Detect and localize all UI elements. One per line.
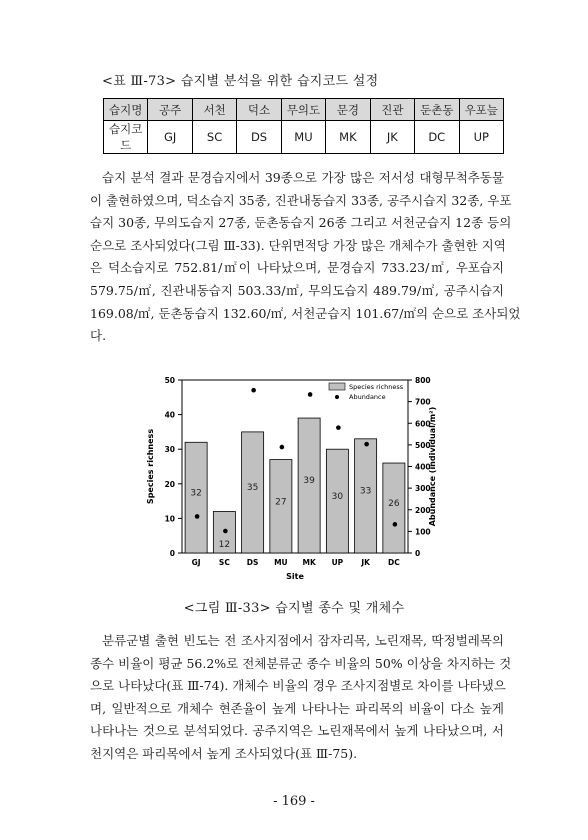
abundance-point	[308, 392, 313, 397]
bar-data-label: 12	[218, 540, 231, 550]
abundance-point	[280, 445, 285, 450]
table-cell: MU	[281, 121, 325, 154]
species-abundance-chart	[140, 370, 440, 590]
bar-data-label: 26	[388, 499, 400, 510]
paragraph-line: 순으로 조사되었다(그림 Ⅲ-33). 단위면적당 가장 많은 개체수가 출현한 지역	[90, 237, 506, 253]
wetland-code-table	[103, 98, 504, 154]
bar-data-label: 32	[190, 488, 202, 499]
table-cell: JK	[370, 121, 414, 154]
bar-data-label: 39	[303, 475, 315, 486]
x-tick-label: DS	[246, 558, 259, 567]
table-header-cell: 습지명	[104, 99, 148, 121]
right-tick-label: 300	[415, 484, 431, 494]
bar-data-label: 35	[246, 483, 259, 494]
paragraph-line: 다.	[90, 328, 107, 344]
x-tick-label: JK	[361, 558, 370, 567]
right-tick-label: 800	[415, 376, 431, 385]
paragraph-line: 며, 일반적으로 개체수 현존율이 높게 나타나는 파리목의 비율이 다소 높게	[90, 700, 504, 716]
abundance-point	[336, 425, 341, 430]
bar-data-label: 27	[275, 497, 287, 508]
right-tick-label: 0	[415, 549, 421, 558]
right-tick-label: 400	[415, 462, 431, 472]
table-cell: 습지코드	[104, 121, 148, 154]
table-header-cell: 문경	[326, 99, 370, 121]
abundance-point	[364, 442, 369, 447]
legend-bar-swatch	[329, 383, 345, 390]
table-caption: <표 Ⅲ-73> 습지별 분석을 위한 습지코드 설정	[102, 74, 379, 89]
left-tick-label: 20	[164, 479, 175, 489]
table-header-cell: 우포늪	[459, 99, 504, 121]
paragraph-line: 169.08/㎡, 둔촌동습지 132.60/㎡, 서천군습지 101.67/㎡의 순으로 조사되었	[90, 305, 521, 321]
legend-label: Species richness	[349, 383, 404, 391]
table-row	[104, 121, 504, 154]
left-tick-label: 30	[164, 445, 175, 455]
page-number: - 169 -	[273, 794, 315, 809]
abundance-point	[223, 529, 228, 534]
abundance-point	[393, 522, 398, 527]
table-cell: UP	[459, 121, 504, 154]
left-tick-label: 10	[164, 514, 175, 524]
table-header-cell: 둔촌동	[415, 99, 459, 121]
body-paragraph	[90, 630, 512, 766]
x-axis-title: Site	[286, 572, 304, 581]
table-cell: DC	[415, 121, 459, 154]
table-cell: GJ	[148, 121, 192, 154]
abundance-point	[251, 388, 256, 393]
table-cell: MK	[326, 121, 370, 154]
right-tick-label: 200	[415, 505, 431, 515]
table-header-cell: 공주	[148, 99, 192, 121]
left-tick-label: 0	[169, 549, 175, 558]
paragraph-line: 579.75/㎡, 진관내동습지 503.33/㎡, 무의도습지 489.79/㎡, 공주시습지	[90, 282, 504, 298]
table-header-cell: 서천	[192, 99, 236, 121]
figure-caption: <그림 Ⅲ-33> 습지별 종수 및 개체수	[183, 601, 405, 616]
x-tick-label: MK	[302, 558, 316, 567]
table-header-cell: 덕소	[237, 99, 281, 121]
x-tick-label: GJ	[191, 558, 201, 567]
table-cell: SC	[192, 121, 236, 154]
paragraph-line: 분류군별 출현 빈도는 전 조사지점에서 잠자리목, 노린재목, 딱정벌레목의	[102, 633, 504, 648]
abundance-point	[195, 514, 200, 519]
paragraph-line: 나타나는 것으로 분석되었다. 공주지역은 노린재목에서 높게 나타났으며, 서	[90, 723, 504, 739]
bar-series	[185, 418, 405, 553]
x-tick-label: UP	[331, 558, 344, 567]
legend-label: Abundance	[349, 393, 386, 401]
bar-data-label: 33	[359, 486, 372, 497]
legend-point-swatch	[335, 395, 339, 399]
left-tick-label: 50	[164, 376, 175, 385]
paragraph-line: 은 덕소습지로 752.81/㎡이 나타났으며, 문경습지 733.23/㎡, 우포습지	[90, 260, 504, 276]
chart-legend	[326, 381, 406, 405]
body-paragraph	[90, 167, 521, 348]
table-cell: DS	[237, 121, 281, 154]
bar-data-label: 30	[331, 492, 344, 503]
right-tick-label: 700	[415, 397, 431, 407]
table-header-cell: 진관	[370, 99, 414, 121]
paragraph-line: 이 출현하였으며, 덕소습지 35종, 진관내동습지 33종, 공주시습지 32종, 우포	[90, 192, 512, 208]
y-axis-title: Species richness	[146, 428, 155, 505]
table-header-cell: 무의도	[281, 99, 325, 121]
right-tick-label: 500	[415, 440, 431, 450]
x-tick-label: DC	[388, 558, 400, 567]
x-tick-label: SC	[218, 558, 230, 567]
paragraph-line: 습지 분석 결과 문경습지에서 39종으로 가장 많은 저서성 대형무척추동물	[102, 170, 504, 185]
left-tick-label: 40	[164, 410, 175, 420]
paragraph-line: 천지역은 파리목에서 높게 조사되었다(표 Ⅲ-75).	[90, 745, 358, 761]
table-header-row	[104, 99, 504, 121]
right-tick-label: 100	[415, 527, 431, 537]
paragraph-line: 종수 비율이 평균 56.2%로 전체분류군 종수 비율의 50% 이상을 차지하는 것	[90, 655, 512, 671]
y2-axis-title: Abundance (individual/m²)	[428, 406, 437, 527]
right-tick-label: 600	[415, 419, 431, 429]
paragraph-line: 습지 30종, 무의도습지 27종, 둔촌동습지 26종 그리고 서천군습지 12종 등의	[90, 215, 512, 231]
paragraph-line: 으로 나타났다(표 Ⅲ-74). 개체수 비율의 경우 조사지점별로 차이를 나타냈으	[90, 678, 506, 694]
x-tick-label: MU	[274, 558, 288, 567]
